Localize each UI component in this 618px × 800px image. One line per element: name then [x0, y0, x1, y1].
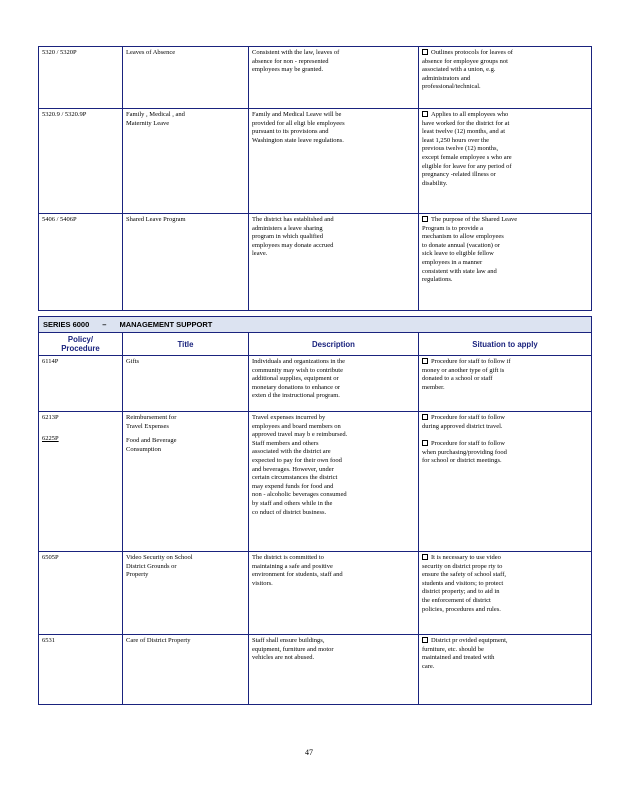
- situation-cell: [419, 635, 592, 705]
- cell-line: [252, 440, 415, 449]
- situation-cell: [419, 356, 592, 412]
- cell-text: visitors.: [252, 579, 273, 587]
- cell-line: [252, 580, 415, 589]
- page-number: 47: [305, 748, 313, 757]
- cell-text: exten d the instructional program.: [252, 392, 340, 400]
- policy-number: 6213P: [42, 414, 59, 421]
- cell-text: policies, procedures and rules.: [422, 605, 501, 613]
- policy-cell: [39, 214, 123, 311]
- cell-text: approved travel may b e reimbursed.: [252, 431, 348, 439]
- cell-text: Shared Leave Program: [126, 216, 186, 223]
- cell-line: [252, 646, 415, 655]
- cell-line: [126, 111, 245, 120]
- cell-group: [126, 414, 245, 431]
- cell-text: The district has established and: [252, 216, 334, 223]
- cell-line: [422, 154, 588, 163]
- description-cell: [249, 47, 419, 109]
- cell-line: [252, 233, 415, 242]
- cell-text: Consistent with the law, leaves of: [252, 49, 340, 56]
- cell-line: [422, 259, 588, 268]
- cell-text: program in which qualified: [252, 233, 323, 241]
- cell-line: [422, 637, 588, 646]
- cell-line: [252, 637, 415, 646]
- cell-text: and beverages. However, under: [252, 465, 334, 473]
- cell-line: [422, 250, 588, 259]
- header-policy-label: Policy/ Procedure: [61, 335, 100, 353]
- series-dash: –: [102, 320, 107, 329]
- cell-text: students and visitors; to protect: [422, 579, 504, 587]
- cell-group: [252, 554, 415, 588]
- cell-group: [126, 111, 245, 128]
- cell-line: [422, 49, 588, 58]
- series-label: SERIES 6000: [43, 320, 90, 329]
- title-cell: [123, 552, 249, 635]
- table-row: [39, 214, 592, 311]
- cell-line: [252, 128, 415, 137]
- cell-line: [126, 216, 245, 225]
- cell-text: security on district prope rty to: [422, 562, 503, 570]
- description-cell: [249, 412, 419, 552]
- cell-line: [126, 120, 245, 129]
- checkbox-bullet-icon: [422, 111, 428, 117]
- cell-text: non - alcoholic beverages consumed: [252, 491, 347, 499]
- situation-cell: [419, 552, 592, 635]
- policy-cell: [39, 412, 123, 552]
- cell-text: Video Security on School: [126, 554, 193, 561]
- cell-text: least twelve (12) months, and at: [422, 128, 506, 136]
- cell-line: [252, 554, 415, 563]
- cell-group: [422, 637, 588, 671]
- cell-text: Travel Expenses: [126, 422, 169, 430]
- cell-text: Program is to provide a: [422, 224, 484, 232]
- header-situation: Situation to apply: [419, 333, 592, 356]
- cell-line: [422, 276, 588, 285]
- cell-text: furniture, etc. should be: [422, 645, 484, 653]
- cell-text: Care of District Property: [126, 637, 191, 644]
- header-description: Description: [249, 333, 419, 356]
- cell-text: administrators and: [422, 74, 471, 82]
- cell-text: money or another type of gift is: [422, 366, 505, 374]
- cell-line: [422, 588, 588, 597]
- cell-text: member.: [422, 383, 445, 391]
- cell-text: maintaining a safe and positive: [252, 562, 333, 570]
- checkbox-bullet-icon: [422, 414, 428, 420]
- series-name: MANAGEMENT SUPPORT: [119, 320, 213, 329]
- cell-line: [252, 491, 415, 500]
- cell-line: [252, 563, 415, 572]
- cell-line: [252, 375, 415, 384]
- cell-text: Staff shall ensure buildings,: [252, 637, 325, 644]
- cell-line: [252, 250, 415, 259]
- cell-group: [252, 358, 415, 401]
- policy-number: 6114P: [42, 358, 59, 365]
- cell-text: may expend funds for food and: [252, 482, 334, 490]
- policy-cell: [39, 356, 123, 412]
- cell-line: [126, 414, 245, 423]
- cell-line: [422, 268, 588, 277]
- cell-text: when purchasing/providing food: [422, 448, 507, 456]
- cell-text: employees and board members on: [252, 422, 341, 430]
- cell-group: [422, 216, 588, 285]
- cell-line: [422, 128, 588, 137]
- cell-text: vehicles are not abused.: [252, 654, 315, 662]
- title-cell: [123, 412, 249, 552]
- cell-line: [126, 437, 245, 446]
- cell-line: [126, 563, 245, 572]
- cell-line: [252, 457, 415, 466]
- cell-line: [422, 440, 588, 449]
- cell-text: District pr ovided equipment,: [431, 637, 508, 644]
- cell-text: Family and Medical Leave will be: [252, 111, 342, 118]
- cell-line: [422, 449, 588, 458]
- table-row: [39, 109, 592, 214]
- policy-cell: [39, 552, 123, 635]
- cell-line: [422, 571, 588, 580]
- cell-text: Procedure for staff to follow: [431, 414, 505, 421]
- cell-line: [422, 663, 588, 672]
- cell-line: [252, 509, 415, 518]
- cell-group: [422, 554, 588, 614]
- cell-text: Gifts: [126, 358, 139, 365]
- title-cell: [123, 214, 249, 311]
- table-row: [39, 635, 592, 705]
- cell-text: associated with the district are: [252, 448, 331, 456]
- cell-text: Outlines protocols for leaves of: [431, 49, 513, 56]
- cell-line: [126, 637, 245, 646]
- cell-text: Property: [126, 571, 149, 579]
- cell-line: [422, 120, 588, 129]
- cell-line: [422, 111, 588, 120]
- cell-line: [422, 83, 588, 92]
- cell-text: Maternity Leave: [126, 119, 170, 127]
- cell-line: [252, 111, 415, 120]
- cell-line: [252, 58, 415, 67]
- cell-text: associated with a union, e.g.: [422, 66, 496, 74]
- cell-group: [252, 637, 415, 663]
- cell-text: donated to a school or staff: [422, 375, 493, 383]
- situation-cell: [419, 214, 592, 311]
- cell-line: [252, 431, 415, 440]
- cell-text: equipment, furniture and motor: [252, 645, 334, 653]
- title-cell: [123, 109, 249, 214]
- cell-text: Leaves of Absence: [126, 49, 176, 56]
- cell-text: employees may donate accrued: [252, 241, 334, 249]
- cell-line: [252, 216, 415, 225]
- checkbox-bullet-icon: [422, 216, 428, 222]
- policy-table-series-6000: [38, 316, 592, 705]
- cell-text: have worked for the district for at: [422, 119, 510, 127]
- cell-text: disability.: [422, 179, 448, 187]
- table-row: [39, 47, 592, 109]
- cell-line: [422, 66, 588, 75]
- cell-text: mechanism to allow employees: [422, 233, 504, 241]
- cell-text: professional/technical.: [422, 83, 481, 91]
- cell-line: [422, 597, 588, 606]
- cell-line: [422, 414, 588, 423]
- cell-line: [252, 483, 415, 492]
- description-cell: [249, 356, 419, 412]
- cell-line: [126, 446, 245, 455]
- policy-number: 5406 / 5406P: [42, 216, 77, 223]
- cell-line: [252, 448, 415, 457]
- checkbox-bullet-icon: [422, 49, 428, 55]
- cell-line: [252, 392, 415, 401]
- header-title: Title: [123, 333, 249, 356]
- checkbox-bullet-icon: [422, 440, 428, 446]
- cell-line: [422, 563, 588, 572]
- cell-line: [422, 242, 588, 251]
- cell-text: care.: [422, 662, 435, 670]
- cell-text: community may wish to contribute: [252, 366, 343, 374]
- cell-text: for school or district meetings.: [422, 457, 502, 465]
- checkbox-bullet-icon: [422, 554, 428, 560]
- cell-group: [422, 440, 588, 466]
- policy-number: 5320 / 5320P: [42, 49, 77, 56]
- cell-line: [252, 225, 415, 234]
- policy-cell: [39, 109, 123, 214]
- policy-number: 5320.9 / 5320.9P: [42, 111, 87, 118]
- cell-text: Procedure for staff to follow if: [431, 358, 511, 365]
- cell-text: co nduct of district business.: [252, 508, 327, 516]
- cell-text: Staff members and others: [252, 439, 319, 447]
- cell-text: Procedure for staff to follow: [431, 440, 505, 448]
- cell-line: [252, 367, 415, 376]
- cell-line: [422, 75, 588, 84]
- cell-group: [252, 49, 415, 75]
- cell-line: [422, 606, 588, 615]
- cell-line: [422, 163, 588, 172]
- cell-line: [126, 571, 245, 580]
- cell-text: Consumption: [126, 445, 162, 453]
- cell-line: [252, 466, 415, 475]
- checkbox-bullet-icon: [422, 637, 428, 643]
- cell-line: [422, 171, 588, 180]
- cell-text: eligible for leave for any period of: [422, 162, 512, 170]
- cell-group: [422, 49, 588, 92]
- cell-group: [252, 440, 415, 517]
- cell-text: employees may be granted.: [252, 66, 324, 74]
- cell-text: pregnancy -related illness or: [422, 171, 496, 179]
- cell-text: maintained and treated with: [422, 654, 495, 662]
- cell-text: Travel expenses incurred by: [252, 414, 326, 421]
- cell-text: Applies to all employees who: [431, 111, 509, 118]
- column-header-row: [39, 333, 592, 356]
- title-cell: [123, 356, 249, 412]
- description-cell: [249, 552, 419, 635]
- cell-group: [252, 216, 415, 259]
- cell-text: Family , Medical , and: [126, 111, 185, 118]
- cell-line: [422, 180, 588, 189]
- cell-line: [422, 58, 588, 67]
- header-policy: [39, 333, 123, 356]
- cell-text: administers a leave sharing: [252, 224, 323, 232]
- title-cell: [123, 47, 249, 109]
- cell-text: regulations.: [422, 276, 453, 284]
- cell-text: ensure the safety of school staff,: [422, 571, 506, 579]
- cell-text: by staff and others while in the: [252, 499, 333, 507]
- cell-line: [422, 233, 588, 242]
- cell-line: [422, 646, 588, 655]
- cell-group: [126, 49, 245, 58]
- cell-text: pursuant to its provisions and: [252, 128, 329, 136]
- cell-line: [422, 145, 588, 154]
- cell-text: except female employee s who are: [422, 153, 512, 161]
- cell-line: [422, 580, 588, 589]
- cell-line: [252, 571, 415, 580]
- series-heading: [39, 317, 592, 333]
- cell-text: previous twelve (12) months,: [422, 145, 499, 153]
- cell-line: [422, 423, 588, 432]
- cell-text: Food and Beverage: [126, 437, 177, 445]
- cell-text: leave.: [252, 250, 268, 258]
- cell-text: the enforcement of district: [422, 596, 491, 604]
- cell-line: [252, 654, 415, 663]
- policy-number: 6531: [42, 637, 55, 644]
- cell-text: certain circumstances the district: [252, 474, 338, 482]
- table-row: [39, 412, 592, 552]
- cell-line: [252, 414, 415, 423]
- cell-text: Reimbursement for: [126, 414, 177, 421]
- cell-line: [422, 225, 588, 234]
- cell-group: [422, 111, 588, 188]
- cell-line: [252, 120, 415, 129]
- cell-line: [422, 367, 588, 376]
- cell-line: [252, 49, 415, 58]
- cell-text: employees in a manner: [422, 258, 483, 266]
- cell-text: expected to pay for their own food: [252, 456, 342, 464]
- cell-text: absence for employee groups not: [422, 57, 508, 65]
- cell-line: [126, 49, 245, 58]
- cell-line: [422, 216, 588, 225]
- cell-line: [252, 66, 415, 75]
- cell-group: [126, 216, 245, 225]
- cell-group: [422, 358, 588, 392]
- title-cell: [123, 635, 249, 705]
- cell-line: [252, 423, 415, 432]
- cell-group: [126, 358, 245, 367]
- series-header-row: [39, 317, 592, 333]
- description-cell: [249, 635, 419, 705]
- cell-text: Individuals and organizations in the: [252, 358, 346, 365]
- cell-text: environment for students, staff and: [252, 571, 343, 579]
- cell-line: [252, 358, 415, 367]
- cell-text: District Grounds or: [126, 562, 177, 570]
- cell-text: sick leave to eligible fellow: [422, 250, 494, 258]
- cell-text: additional supplies, equipment or: [252, 375, 339, 383]
- cell-text: Washington state leave regulations.: [252, 136, 344, 144]
- cell-line: [252, 384, 415, 393]
- cell-line: [422, 375, 588, 384]
- cell-line: [252, 242, 415, 251]
- cell-text: to donate annual (vacation) or: [422, 241, 500, 249]
- cell-group: [126, 554, 245, 580]
- situation-cell: [419, 47, 592, 109]
- cell-text: The purpose of the Shared Leave: [431, 216, 518, 223]
- cell-text: during approved district travel.: [422, 422, 503, 430]
- cell-group: [126, 437, 245, 454]
- policy-number: 6505P: [42, 554, 59, 561]
- cell-group: [252, 414, 415, 440]
- cell-text: consistent with state law and: [422, 267, 497, 275]
- policy-table-top: [38, 46, 592, 311]
- cell-text: The district is committed to: [252, 554, 324, 561]
- cell-line: [126, 423, 245, 432]
- checkbox-bullet-icon: [422, 358, 428, 364]
- cell-line: [422, 554, 588, 563]
- cell-text: least 1,250 hours over the: [422, 136, 489, 144]
- cell-line: [252, 474, 415, 483]
- cell-line: [422, 457, 588, 466]
- policy-cell: [39, 47, 123, 109]
- situation-cell: [419, 412, 592, 552]
- table-row: [39, 356, 592, 412]
- cell-text: district property; and to aid in: [422, 588, 500, 596]
- cell-group: [252, 111, 415, 145]
- cell-line: [252, 500, 415, 509]
- cell-line: [422, 654, 588, 663]
- cell-line: [252, 137, 415, 146]
- cell-line: [422, 137, 588, 146]
- cell-text: provided for all eligi ble employees: [252, 119, 345, 127]
- cell-line: [126, 554, 245, 563]
- cell-line: [422, 384, 588, 393]
- situation-cell: [419, 109, 592, 214]
- policy-number: 6225P: [42, 434, 59, 442]
- cell-group: [422, 414, 588, 431]
- description-cell: [249, 214, 419, 311]
- cell-text: It is necessary to use video: [431, 554, 501, 561]
- cell-text: monetary donations to enhance or: [252, 383, 341, 391]
- table-row: [39, 552, 592, 635]
- cell-line: [422, 358, 588, 367]
- cell-text: absence for non - represented: [252, 57, 329, 65]
- cell-line: [126, 358, 245, 367]
- policy-cell: [39, 635, 123, 705]
- description-cell: [249, 109, 419, 214]
- cell-group: [126, 637, 245, 646]
